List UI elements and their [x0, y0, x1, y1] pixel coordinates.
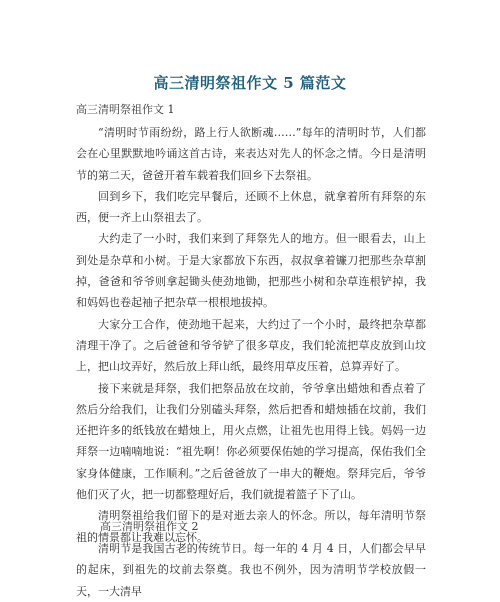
essay-1-heading: 高三清明祭祖作文 1	[76, 103, 175, 116]
paragraph: 接下来就是拜祭，我们把祭品放在坟前，爷爷拿出蜡烛和香点着了然后分给我们，让我们分别磕头拜祭，然后把香和蜡烛插在坟前，我们还把许多的纸钱放在蜡烛上，用火点燃，让祖先也用得上钱。妈妈一边拜祭一边喃喃地说：“祖先啊！你必须要保佑她的学习提高，保佑我们全家身体健康，工作顺利。”之后爸爸放了一串大的鞭炮。祭拜完后，爷爷他们灭了火，把一切都整理好后，我们就提着篮子下了山。	[76, 381, 426, 502]
essay-1-body	[76, 122, 426, 548]
document-title: 高三清明祭祖作文 5 篇范文	[153, 74, 347, 92]
paragraph: 大家分工合作，使劲地干起来，大约过了一个小时，最终把杂草都清理干净了。之后爸爸和爷爷铲了很多草皮，我们轮流把草皮放到山坟上，把山坟弄好，然后放上拜山纸，最终用草皮压着，总算弄好了。	[76, 317, 426, 374]
essay-2-heading: 高三清明祭祖作文 2	[100, 520, 199, 533]
paragraph: 回到乡下，我们吃完早餐后，还顾不上休息，就拿着所有拜祭的东西，便一齐上山祭祖去了。	[76, 189, 426, 225]
paragraph: 清明祭祖给我们留下的是对逝去亲人的怀念。所以，每年清明节祭祖的情景都让我难以忘怀。	[76, 509, 426, 544]
paragraph: 大约走了一小时，我们来到了拜祭先人的地方。但一眼看去，山上到处是杂草和小树。于是大家都放下东西，叔叔拿着镰刀把那些杂草割掉，爸爸和爷爷则拿起锄头使劲地锄，把那些小树和杂草连根铲掉，我和妈妈也卷起袖子把杂草一根根地拔掉。	[76, 232, 426, 310]
paragraph: 清明节是我国古老的传统节日。每一年的 4 月 4 日，人们都会早早的起床，到祖先的坟前去祭奠。我也不例外，因为清明节学校放假一天，一大清早	[76, 542, 426, 598]
paragraph: “清明时节雨纷纷，路上行人欲断魂……”每年的清明时节，人们都会在心里默默地吟诵这首古诗，来表达对先人的怀念之情。今日是清明节的第二天，爸爸开着车载着我们回乡下去祭祖。	[76, 126, 426, 182]
essay-2-body	[76, 538, 426, 602]
